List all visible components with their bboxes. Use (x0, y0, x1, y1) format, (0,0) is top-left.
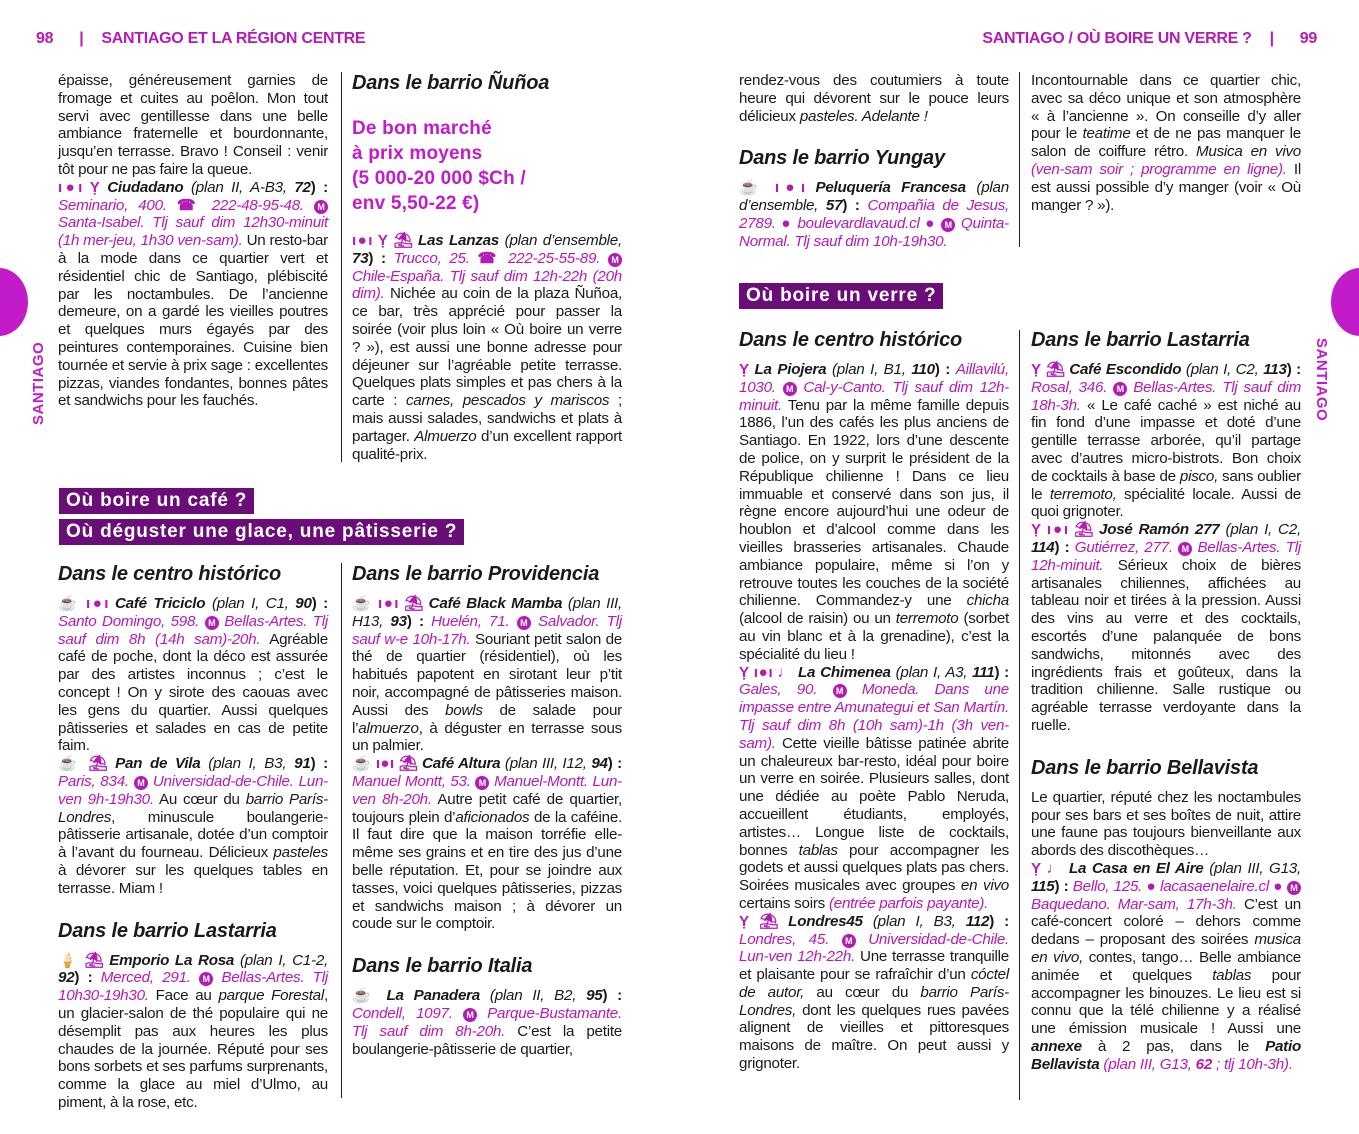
metro-icon: M (842, 934, 856, 948)
metro-hours: Manuel-Montt. Lun-ven 8h-20h. (352, 772, 622, 808)
description-bold: annexe (1031, 1037, 1082, 1055)
listing-pan-de-vila (58, 755, 328, 897)
map-ref: (plan I, C2, (1185, 361, 1264, 378)
address: Manuel Montt, 53. (352, 772, 471, 790)
cafe-icon: ☕ (58, 755, 81, 773)
district-heading: Dans le barrio Lastarria (1031, 329, 1250, 351)
map-ref-end: ) : (311, 595, 328, 612)
description: à 2 pas, dans le (1081, 1037, 1266, 1055)
map-ref-end: ) : (310, 755, 328, 773)
paragraph-italic: Musica en vivo (1195, 143, 1301, 161)
listing-la-panadera (352, 987, 622, 1058)
column-5b (739, 329, 1009, 1073)
dot-icon: ● (1146, 877, 1156, 895)
district-heading: Dans le barrio Bellavista (1031, 756, 1259, 779)
column-divider (341, 72, 342, 462)
column-5 (739, 72, 1009, 251)
phone-number: 222-25-55-89. (507, 249, 601, 267)
phone-icon: ☎ (477, 249, 501, 267)
phone-icon: ☎ (176, 196, 202, 214)
description-italic: terremoto (895, 610, 959, 628)
restaurant-icon: ı●ı (774, 179, 805, 197)
listing-name: Peluquería Francesa (815, 179, 966, 197)
description-italic: aficionados (455, 808, 530, 826)
page-number-right: 99 (1299, 30, 1317, 47)
thumb-tab-left (0, 268, 28, 336)
entry-note: (entrée parfois payante). (828, 894, 989, 912)
description-italic: barrio París-Londres (58, 790, 328, 826)
paragraph-text: Il est aussi possible d’y manger (voir « Où manger ? »). (1031, 160, 1301, 214)
listing-name: Londres45 (788, 912, 863, 930)
description: de salade pour l’ (352, 701, 622, 737)
address: Londres, 45. (739, 930, 830, 948)
paragraph-italic: pasteles. Adelante ! (799, 107, 928, 125)
paragraph: Le quartier, réputé chez les noctambules pour ses bars et ses boîtes de nuit, attire une faune pas toujours bienveillante aux abords des discothèques… (1031, 788, 1301, 860)
description-italic: chicha (966, 592, 1009, 610)
listing-la-chimenea (739, 664, 1009, 913)
column-1 (58, 72, 328, 410)
listing-cafe-black-mamba (352, 595, 622, 755)
cafe-icon: ☕ (739, 179, 765, 197)
description: Autre petit café de quartier, toujours plein d’ (352, 790, 622, 826)
description: pour accompagner les godets et aussi quelques plats pas chers. Soirées musicales avec groupes (739, 841, 1009, 895)
map-ref: (plan II, B2, (489, 987, 587, 1005)
music-icon: ♩ (777, 663, 794, 681)
map-ref-number: 115 (1031, 877, 1055, 895)
annex-ref-number: 62 (1195, 1055, 1213, 1073)
description: (alcool de raisin) ou un (739, 610, 896, 628)
metro-icon: M (1113, 382, 1127, 396)
map-ref-end: ) : (994, 663, 1009, 681)
phone-number: 222-48-95-48. (211, 196, 304, 214)
dot-icon: ● (925, 214, 936, 232)
map-ref: (plan d’ensemble, (504, 232, 622, 249)
address: Bello, 125. (1072, 877, 1143, 895)
restaurant-icon: ı●ı (58, 178, 83, 196)
metro-icon: M (199, 972, 213, 986)
description-italic: Almuerzo (414, 427, 477, 445)
district-heading: Dans le barrio Providencia (352, 563, 600, 585)
address: Gales, 90. (739, 681, 818, 699)
page-number-left: 98 (36, 30, 54, 47)
listing-la-casa-en-el-aire (1031, 860, 1301, 1074)
map-ref-end: ) : (602, 987, 622, 1005)
map-ref-number: 114 (1031, 538, 1055, 556)
column-4 (352, 563, 622, 1058)
map-ref-end: ) : (989, 912, 1009, 930)
map-ref: (plan I, A3, (895, 663, 973, 681)
restaurant-icon: ı●ı (378, 595, 399, 612)
side-label-right: SANTIAGO (1313, 338, 1330, 422)
restaurant-icon: ı●ı (1046, 521, 1068, 539)
map-ref-end: ) : (368, 249, 386, 267)
description: , à déguster en terrasse sous un palmier. (352, 719, 622, 755)
address: Seminario, 400. (58, 196, 167, 214)
metro-hours: Bellas-Artes. Tlj 12h-minuit. (1031, 538, 1301, 574)
address: Aillavilú, 1030. (739, 361, 1009, 396)
terrace-icon: ⛱ (398, 755, 418, 773)
column-3 (58, 563, 328, 1112)
description: , minuscule boulangerie-pâtisserie artisanale, dotée d’un comptoir à l’avant du fourneau. Délicieux (58, 808, 328, 862)
description: d’un excellent rapport qualité-prix. (352, 427, 623, 463)
metro-icon: M (205, 616, 219, 630)
description-italic: bowls (445, 701, 483, 719)
restaurant-icon: ı●ı (86, 595, 109, 612)
description-italic: pasteles (273, 844, 328, 862)
description: Cette vieille bâtisse patinée abrite un chaleureux bar-resto, idéal pour boire un verre en soirée. Plusieurs salles, dont une dédiée au poète Pablo Neruda, accueillent étudiants, employés, artistes… Longue liste de cocktails, bonnes (739, 734, 1009, 859)
bar-icon: Ỵ (739, 912, 749, 930)
map-ref-number: 94 (591, 755, 608, 773)
paragraph-text: rendez-vous des coutumiers à toute heure qui dévorent sur le pouce leurs délicieux (739, 72, 1009, 125)
listing-name: José Ramón 277 (1099, 521, 1220, 539)
bar-icon: Ỵ (1031, 859, 1041, 877)
price-heading-line: à prix moyens (352, 143, 483, 164)
music-icon: ♩ (1046, 859, 1064, 877)
restaurant-icon: ı●ı (375, 755, 394, 773)
metro-icon: M (1287, 881, 1301, 895)
paragraph-text: et de ne pas manquer le salon de coiffure rétro. (1031, 125, 1301, 161)
header-separator: | (1269, 30, 1274, 47)
district-heading: Dans le barrio Ñuñoa (352, 72, 550, 94)
description: Face au (155, 987, 219, 1005)
map-ref: (plan III, H13, (352, 595, 622, 630)
metro-hours: Parque-Bustamante. Tlj sauf dim 8h-20h. (352, 1004, 622, 1040)
bar-icon: Ỵ (1031, 361, 1041, 378)
metro-hours: Cal-y-Canto. Tlj sauf dim 12h-minuit. (739, 378, 1009, 414)
metro-hours: Santa-Isabel. Tlj sauf dim 12h30-minuit (1h mer-jeu, 1h30 ven-sam). (58, 214, 328, 250)
paragraph: épaisse, généreusement garnies de fromage et cuites au poêlon. Mon tout servi avec gentillesse dans une belle ambiance fraternelle et bourdonnante, jusqu’en terrasse. Bravo ! Conseil : venir tôt pour ne pas faire la queue. (58, 72, 328, 178)
address: Paris, 834. (58, 772, 129, 790)
running-head-right (982, 30, 1317, 48)
metro-icon: M (134, 776, 148, 790)
listing-cafe-altura (352, 755, 622, 933)
map-ref: (plan I, C1, (211, 595, 296, 612)
column-6b (1031, 329, 1301, 1073)
description: Nichée au coin de la plaza Ñuñoa, ce bar, très apprécié pour passer la soirée (voir plus loin « Où boire un verre ? »), est aussi une bonne adresse pour déjeuner sur l’agréable petite terrasse. Quelques plats simples et pas chers à la carte : (352, 285, 622, 410)
listing-name: Ciudadano (107, 178, 184, 196)
column-divider (1019, 330, 1020, 1100)
running-head-left (36, 30, 365, 48)
map-ref-number: 90 (295, 595, 312, 612)
map-ref: (plan d’ensemble, (739, 179, 1009, 215)
address: Santo Domingo, 598. (58, 612, 200, 630)
column-6 (1031, 72, 1301, 214)
cafe-icon: ☕ (352, 987, 377, 1005)
column-divider (341, 563, 342, 1098)
paragraph-italic: teatime (1082, 125, 1131, 143)
metro-hours: Bellas-Artes. Tlj sauf dim 8h (14h sam)-20h. (58, 612, 328, 648)
description-italic: tablas (1212, 966, 1252, 984)
column-divider (1019, 72, 1020, 247)
cafe-icon: ☕ (58, 595, 80, 612)
district-heading: Dans le centro histórico (58, 563, 282, 585)
terrace-icon: ⛱ (403, 595, 423, 612)
listing-emporio-la-rosa (58, 952, 328, 1112)
paragraph-text: Incontournable dans ce quartier chic, avec sa déco unique et son atmosphère « à l’ancienne ». On conseille d’y aller pour le (1031, 72, 1301, 143)
description: ; mais aussi salades, sandwichs et plats à partager. (352, 392, 622, 445)
description: Souriant petit salon de thé de quartier (résidentiel), où les habitués papotent en sirotant leur p’tit noir, accompagné de pâtisseries maison. Aussi des (352, 630, 623, 719)
side-label-left: SANTIAGO (30, 341, 47, 425)
cafe-icon: ☕ (352, 755, 372, 773)
metro-icon: M (833, 684, 847, 698)
description-italic: cóctel de autor, (739, 966, 1009, 1001)
bar-icon: Ỵ (739, 361, 749, 378)
listing-name: La Casa en El Aire (1069, 859, 1204, 877)
map-ref-end: ) : (1054, 877, 1069, 895)
terrace-icon: ⛱ (1073, 521, 1093, 539)
restaurant-icon: ı●ı (753, 663, 773, 681)
description: Sérieux choix de bières artisanales chiliennes, affichées au tableau noir et tirées à la pression. Aussi des vins au verre et des cocktails, escortés d’une palanquée de bons sandwichs, mitonnés avec des ingrédients frais et goûteux, dans la tradition chilienne. Salle rustique ou agréable terrasse verdoyante dans la ruelle. (1031, 556, 1301, 734)
schedule-note: (ven-sam soir ; programme en ligne). (1031, 160, 1287, 178)
map-ref: (plan I, B1, (831, 361, 912, 378)
map-ref-end: ) : (1054, 538, 1070, 556)
description: Une terrasse tranquille et plaisante pour se rafraîchir d’un (739, 948, 1009, 984)
listing-name: Café Triciclo (114, 595, 206, 612)
dot-icon: ● (1273, 877, 1283, 895)
listing-ciudadano (58, 179, 328, 410)
description-italic: barrio París-Londres, (739, 983, 1009, 1019)
listing-name: Café Black Mamba (428, 595, 563, 612)
listing-la-piojera (739, 361, 1009, 664)
bar-icon: Ỵ (377, 232, 388, 249)
description: de la caféine. Il faut dire que la maison torréfie elle-même ses grains et en tire des jus d’une belle réputation. Et, pour se joindre aux tasses, voici quelques pâtisseries, pizzas et sandwichs maison ; à dévorer un coude sur le comptoir. (352, 808, 622, 933)
metro-hours: Bellas-Artes. Tlj sauf dim 18h-3h. (1031, 378, 1301, 414)
address: Huelén, 71. (431, 612, 510, 630)
annex-ref: (plan III, G13, (1099, 1055, 1196, 1073)
terrace-icon: ⛱ (84, 951, 104, 969)
metro-icon: M (608, 253, 622, 267)
section-banner-glace: Où déguster une glace, une pâtisserie ? (59, 519, 464, 545)
district-heading: Dans le barrio Italia (352, 955, 533, 978)
district-heading: Dans le centro histórico (739, 329, 963, 351)
address: Gutiérrez, 277. (1074, 538, 1173, 556)
map-ref-number: 93 (390, 612, 407, 630)
description: au cœur du (804, 983, 921, 1001)
map-ref-end: ) : (406, 612, 424, 630)
description-italic: parque Forestal (218, 987, 324, 1005)
map-ref: (plan I, C2, (1225, 521, 1301, 539)
terrace-icon: ⛱ (759, 912, 779, 930)
listing-name: Café Escondido (1069, 361, 1182, 378)
price-heading-line: De bon marché (352, 118, 492, 139)
metro-hours: Bellas-Artes. Tlj 10h30-19h30. (58, 969, 328, 1005)
metro-hours: Universidad-de-Chile. Lun-ven 9h-19h30. (58, 772, 328, 808)
description: dont les quelques rues pavées alignent de vieilles et pittoresques maisons de maître. On peut aussi y grignoter. (739, 1001, 1009, 1073)
description: Agréable café de poche, dont la déco est assurée par des artistes inconnus ; c’est le concept ! On y sirote des caouas avec les gens du quartier. Aussi quelques pâtisseries et salades en cas de petite faim. (58, 630, 328, 755)
description: spécialité locale. Aussi de quoi grignoter. (1031, 485, 1301, 521)
map-ref-number: 112 (965, 912, 990, 930)
map-ref: (plan I, B3, (872, 912, 966, 930)
metro-icon: M (314, 200, 328, 214)
map-ref: (plan I, C1-2, (239, 951, 328, 969)
map-ref-number: 72 (294, 178, 311, 196)
section-title: SANTIAGO / OÙ BOIRE UN VERRE ? (982, 30, 1252, 47)
listing-londres45 (739, 913, 1009, 1073)
map-ref-end: ) : (934, 361, 951, 378)
map-ref-number: 91 (294, 755, 311, 773)
map-ref-number: 57 (825, 197, 843, 215)
metro-icon: M (463, 1008, 477, 1022)
description: C’est la petite boulangerie-pâtisserie de quartier, (352, 1022, 622, 1058)
map-ref-number: 110 (911, 361, 935, 378)
description: C’est un café-concert coloré – dehors comme dedans – proposant des soirées (1031, 895, 1301, 949)
annex-name: Patio Bellavista (1031, 1037, 1301, 1073)
icecream-icon: 🍦 (58, 951, 79, 969)
address: Trucco, 25. (393, 249, 470, 267)
metro-hours: Quinta-Normal. Tlj sauf dim 10h-19h30. (739, 214, 1009, 250)
terrace-icon: ⛱ (88, 755, 108, 773)
section-banner-verre: Où boire un verre ? (739, 283, 943, 309)
listing-peluqueria-francesa (739, 179, 1009, 250)
description: (sorbet au vin blanc et à la grenadine), c’est la spécialité du lieu ! (739, 610, 1009, 663)
address: Merced, 291. (100, 969, 191, 987)
description: Au cœur du (158, 790, 246, 808)
metro-icon: M (1178, 542, 1192, 556)
metro-hours: Universidad-de-Chile. Lun-ven 12h-22h. (739, 930, 1009, 966)
description: certains soirs (739, 894, 829, 912)
price-heading-line: (5 000-20 000 $Ch / (352, 168, 526, 189)
description-italic: en vivo (960, 877, 1009, 895)
listing-name: Café Altura (422, 755, 501, 773)
terrace-icon: ⛱ (393, 232, 413, 249)
description-italic: pisco, (1179, 467, 1219, 485)
website-link[interactable]: boulevardlavaud.cl (797, 214, 920, 232)
map-ref-number: 73 (352, 249, 369, 267)
metro-hours: Salvador. Tlj sauf w-e 10h-17h. (352, 612, 622, 648)
map-ref: (plan III, G13, (1209, 859, 1301, 877)
address: Condell, 1097. (352, 1004, 453, 1022)
description: Tenu par la même famille depuis 1886, l’un des cafés les plus anciens de Santiago. En 1922, lors d’une descente de police, on y surprit le président de la République chilienne ! Dans ce lieu immuable et conservé dans son jus, il règne encore aujourd’hui une odeur de houblon et d’alcool comme dans les vieilles brasseries artisanales. Chaude ambiance populaire, même si l’on y retrouve toutes les couches de la société chilienne. Commandez-y une (739, 396, 1009, 610)
listing-name: Las Lanzas (417, 232, 500, 249)
description-italic: terremoto, (1049, 485, 1117, 503)
description: , un glacier-salon de thé populaire qui ne désemplit pas aux heures les plus chaudes de la journée. Réputé pour ses bons sorbets et ses parfums surprenants, comme la glace au miel d’Ulmo, au piment, à la rose, etc. (58, 987, 328, 1111)
section-banner-cafe: Où boire un café ? (59, 488, 254, 514)
description-italic: almuerzo (358, 719, 419, 737)
address: Compañia de Jesus, 2789. (739, 197, 1009, 232)
map-ref-end: ) : (842, 197, 860, 215)
map-ref-number: 113 (1263, 361, 1287, 378)
map-ref-end: ) : (607, 755, 622, 773)
bar-icon: Ỵ (89, 178, 100, 196)
annex-ref-end: ; tlj 10h-3h). (1212, 1055, 1293, 1073)
thumb-tab-right (1331, 268, 1359, 336)
description: sans oublier le (1031, 467, 1301, 503)
listing-cafe-triciclo (58, 595, 328, 755)
metro-icon: M (517, 616, 531, 630)
column-2 (352, 72, 622, 463)
listing-las-lanzas (352, 232, 622, 463)
address: Rosal, 346. (1031, 378, 1108, 396)
map-ref: (plan I, B3, (208, 755, 295, 773)
paragraph (739, 72, 1009, 125)
dot-icon: ● (781, 214, 792, 232)
bar-icon: Ỵ (739, 663, 749, 681)
map-ref-number: 92 (58, 969, 75, 987)
description: contes, tango… Belle ambiance animée et quelques (1031, 948, 1301, 984)
metro-hours: Moneda. Dans une impasse entre Amunategui et San Martín. Tlj sauf dim 8h (10h sam)-1h (3h ven-sam). (739, 681, 1009, 752)
description: « Le café caché » est niché au fin fond d’une impasse et doté d’une gentille terrasse arborée, qu’il partage avec d’autres micro-bistrots. Bon choix de cocktails à base de (1031, 396, 1301, 485)
header-separator: | (79, 30, 84, 47)
bar-icon: Ỵ (1031, 521, 1041, 539)
listing-jose-ramon-277 (1031, 521, 1301, 735)
restaurant-icon: ı●ı (352, 232, 373, 249)
listing-name: La Panadera (386, 987, 480, 1005)
description: Un resto-bar à la mode dans ce quartier vert et résidentiel chic de Santiago, plébiscité par les noctambules. De l’ancienne demeure, on a gardé les vieilles poutres et quelques murs égayés par des peintures contemporaines. Cuisine bien tournée et servie à prix sage : excellentes pizzas, viandes fondantes, bonnes pâtes et sandwichs pour les fauchés. (58, 232, 328, 410)
description-italic: musica en vivo, (1031, 931, 1301, 966)
cafe-icon: ☕ (352, 595, 373, 612)
price-heading-line: env 5,50-22 €) (352, 193, 480, 214)
description: à dévorer sur les quelques tables en terrasse. Miam ! (58, 861, 328, 897)
map-ref-number: 111 (972, 663, 995, 681)
listing-name: La Chimenea (798, 663, 891, 681)
chapter-title: SANTIAGO ET LA RÉGION CENTRE (101, 30, 366, 47)
district-heading: Dans le barrio Lastarria (58, 919, 277, 942)
metro-icon: M (475, 776, 489, 790)
metro-hours: Baquedano. Mar-sam, 17h-3h. (1031, 895, 1237, 913)
listing-cafe-escondido (1031, 361, 1301, 521)
metro-hours: Chile-España. Tlj sauf dim 12h-22h (20h dim). (352, 267, 622, 303)
map-ref-end: ) : (310, 178, 328, 196)
metro-icon: M (941, 218, 955, 232)
website-link[interactable]: lacasaenelaire.cl (1160, 877, 1269, 895)
map-ref: (plan II, A-B3, (191, 178, 295, 196)
metro-icon: M (783, 382, 797, 396)
terrace-icon: ⛱ (1045, 361, 1065, 378)
district-heading: Dans le barrio Yungay (739, 147, 945, 170)
map-ref-number: 95 (586, 987, 603, 1005)
description-italic: tablas (798, 841, 838, 859)
listing-name: La Piojera (754, 361, 827, 378)
listing-name: Pan de Vila (115, 755, 201, 773)
description-italic: carnes, pescados y mariscos (405, 392, 610, 410)
map-ref-end: ) : (74, 969, 93, 987)
map-ref: (plan III, I12, (504, 755, 592, 773)
paragraph (1031, 72, 1301, 214)
listing-name: Emporio La Rosa (109, 951, 235, 969)
map-ref-end: ) : (1286, 361, 1301, 378)
description: pour accompagner les binouzes. Le lieu est si connu que la télé chilienne y a réalisé une émission musicale ! Aussi une (1031, 966, 1301, 1038)
